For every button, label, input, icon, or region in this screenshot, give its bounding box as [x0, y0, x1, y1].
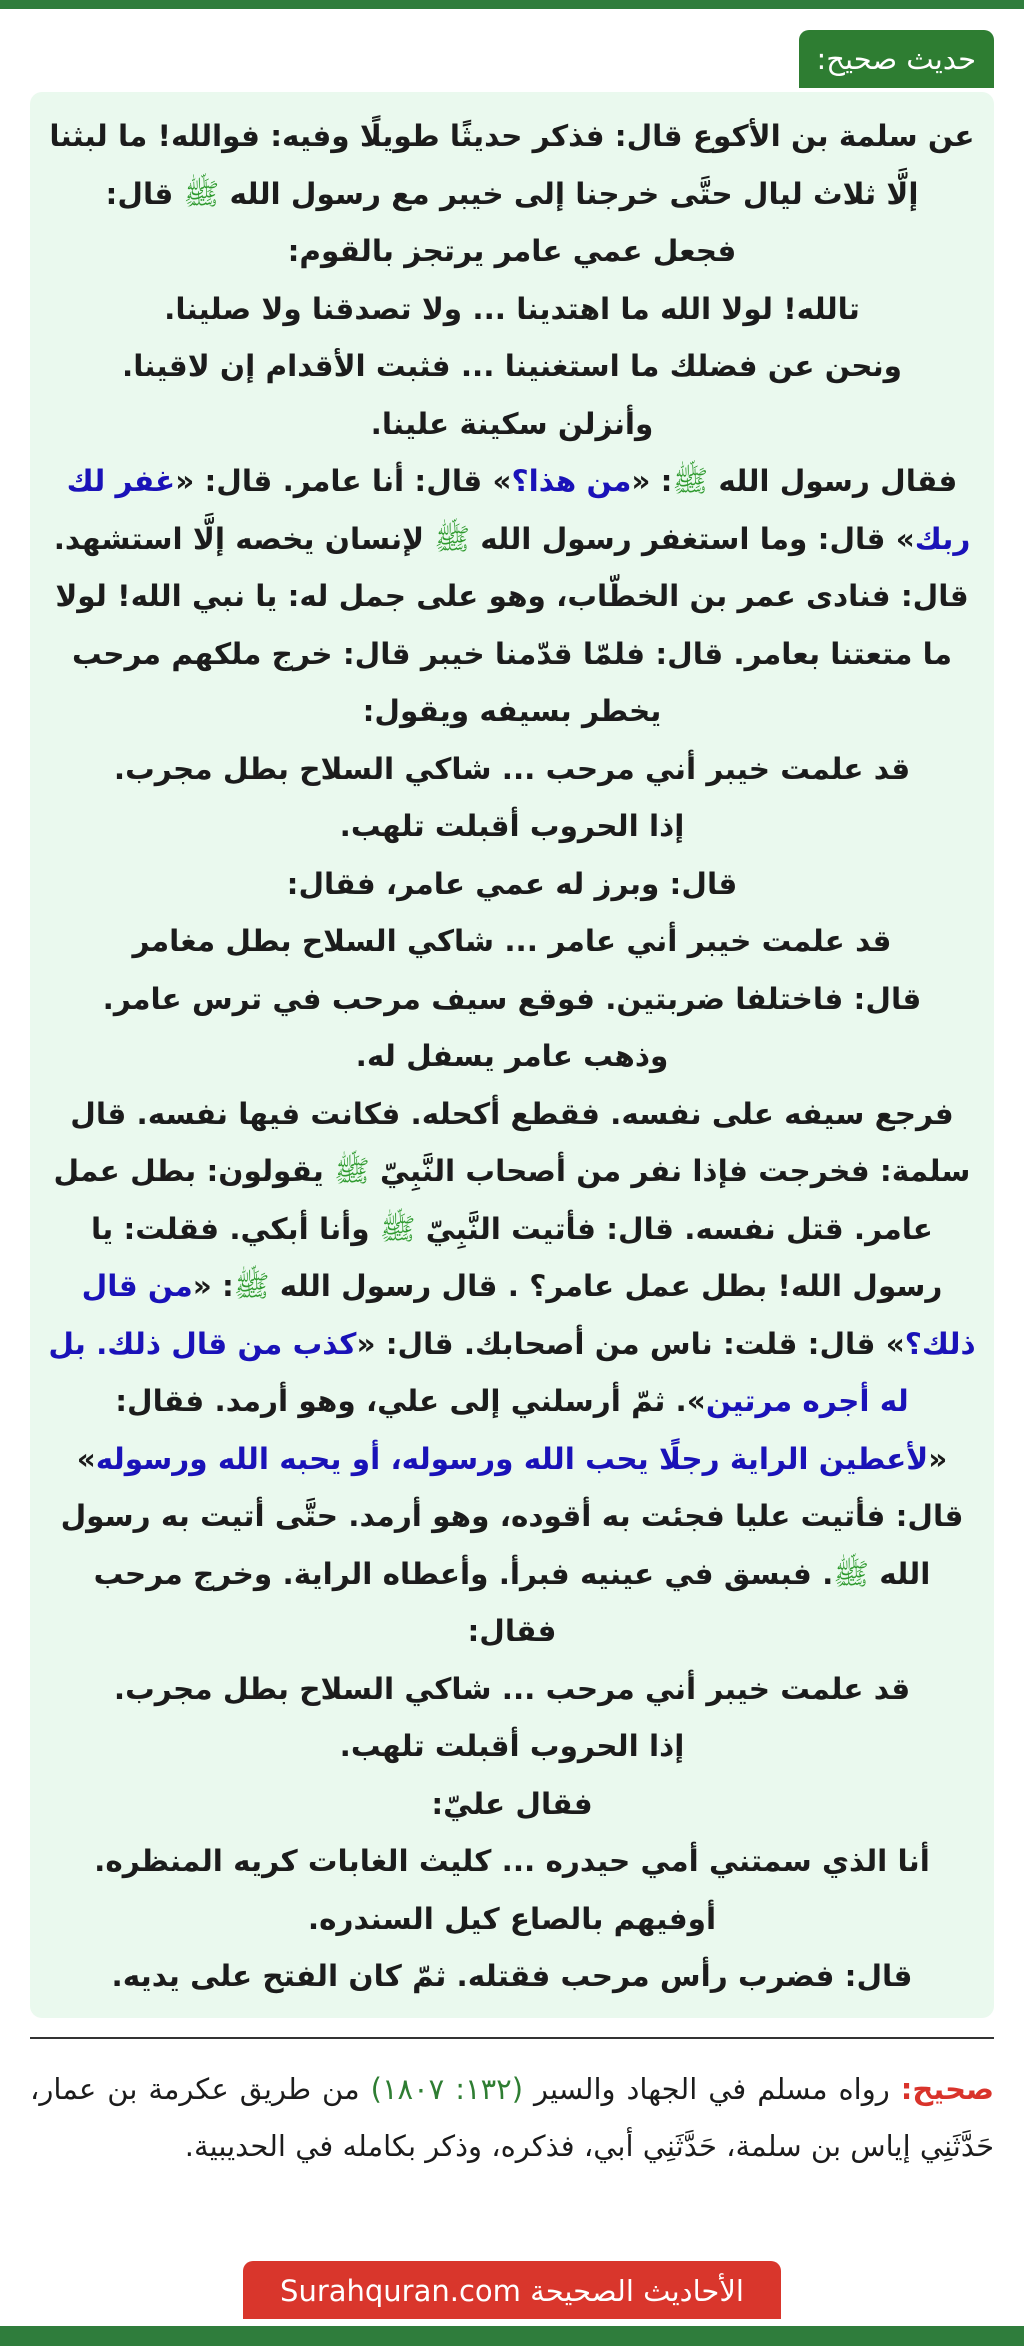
hadith-line: فقال عليّ:: [431, 1786, 593, 1821]
hadith-text-box: [30, 92, 994, 2018]
takhrij-text: رواه مسلم في الجهاد والسير: [523, 2072, 901, 2106]
site-badge[interactable]: الأحاديث الصحيحة Surahquran.com: [243, 2261, 781, 2319]
salawat-symbol: ﷺ: [434, 521, 471, 556]
text-segment: ». ثمّ أرسلني إلى علي، وهو أرمد. فقال: «: [115, 1384, 948, 1476]
prophet-quote: كذب من قال ذلك. بل له أجره مرتين: [48, 1326, 909, 1418]
salawat-symbol: ﷺ: [183, 176, 220, 211]
text-segment: » قال: وما استغفر رسول الله: [480, 521, 915, 556]
salawat-symbol: ﷺ: [672, 464, 709, 498]
text-segment: فقال رسول الله: [718, 464, 958, 498]
text-segment: قال:: [105, 176, 184, 211]
poem-verse: إذا الحروب أقبلت تلهب.: [339, 1729, 685, 1763]
grade-label: صحيح:: [900, 2072, 994, 2106]
text-segment: يقولون: بطل عمل عامر. قتل نفسه. قال: فأتيت النَّبِيّ: [53, 1154, 933, 1246]
text-segment: وأنا أبكي. فقلت: يا رسول الله! بطل عمل عامر؟ . قال رسول الله: [91, 1211, 943, 1303]
prophet-quote: لأعطين الراية رجلًا يحب الله ورسوله، أو يحبه الله ورسوله: [95, 1441, 929, 1476]
salawat-symbol: ﷺ: [379, 1211, 416, 1246]
text-segment: : «: [631, 464, 673, 498]
poem-verse: تالله! لولا الله ما اهتدينا ... ولا تصدقنا ولا صلينا.: [164, 291, 860, 326]
text-segment: قال: فأتيت عليا فجئت به أقوده، وهو أرمد. حتَّى أتيت به رسول الله: [60, 1499, 964, 1591]
text-segment: » قال: قلت: ناس من أصحابك. قال: «: [356, 1326, 905, 1361]
poem-verse: قد علمت خيبر أني مرحب ... شاكي السلاح بطل مجرب.: [113, 751, 911, 786]
text-segment: » قال: أنا عامر. قال: «: [175, 464, 512, 498]
prophet-quote: من هذا؟: [511, 464, 632, 498]
hadith-paragraph: [48, 1086, 976, 1489]
text-segment: »: [76, 1441, 96, 1476]
text-segment: : «: [192, 1269, 234, 1303]
hadith-line: فجعل عمي عامر يرتجز بالقوم:: [287, 234, 737, 268]
poem-verse: وأنزلن سكينة علينا.: [370, 406, 654, 441]
hadith-line: وذهب عامر يسفل له.: [355, 1039, 669, 1073]
hadith-reference: (١٣٢: ١٨٠٧): [370, 2072, 524, 2106]
divider: [30, 2037, 994, 2039]
hadith-label: حديث صحيح:: [799, 30, 995, 88]
poem-verse: ونحن عن فضلك ما استغنينا ... فثبت الأقدام إن لاقينا.: [122, 349, 902, 383]
prophet-quote: غفر لك ربك: [66, 464, 971, 556]
prophet-quote: من قال ذلك؟: [81, 1269, 976, 1361]
salawat-symbol: ﷺ: [233, 1269, 270, 1303]
text-segment: لإنسان يخصه إلَّا استشهد. قال: فنادى عمر بن الخطّاب، وهو على جمل له: يا نبي الله! لولا ما متعتنا بعامر. قال: فلمّا قدّمنا خيبر قال: خرج ملكهم مرحب يخطر بسيفه ويقول:: [53, 521, 969, 728]
text-segment: فرجع سيفه على نفسه. فقطع أكحله. فكانت فيها نفسه. قال سلمة: فخرجت فإذا نفر من أصحاب النَّبِيّ: [70, 1096, 971, 1188]
text-segment: . فبسق في عينيه فبرأ. وأعطاه الراية. وخرج مرحب فقال:: [93, 1556, 834, 1648]
poem-verse: قد علمت خيبر أني عامر ... شاكي السلاح بطل مغامر: [132, 924, 892, 958]
takhrij-text: من طريق عكرمة بن عمار، حَدَّثَنِي إياس بن سلمة، حَدَّثَنِي أبي، فذكره، وذكر بكامله في الحديبية.: [30, 2072, 994, 2163]
hadith-line: قال: وبرز له عمي عامر، فقال:: [286, 866, 738, 901]
poem-verse: أوفيهم بالصاع كيل السندره.: [307, 1901, 717, 1936]
bottom-bar: [0, 2326, 1024, 2346]
hadith-paragraph: [48, 108, 976, 223]
salawat-symbol: ﷺ: [833, 1556, 869, 1591]
salawat-symbol: ﷺ: [334, 1154, 370, 1188]
poem-verse: أنا الذي سمتني أمي حيدره ... كليث الغابات كريه المنظره.: [94, 1844, 930, 1878]
text-segment: عن سلمة بن الأكوع قال: فذكر حديثًا طويلًا وفيه: فوالله! ما لبثنا إلَّا ثلاث ليال حتَّى خرجنا إلى خيبر مع رسول الله: [49, 119, 975, 211]
poem-verse: إذا الحروب أقبلت تلهب.: [339, 809, 685, 843]
top-bar: [0, 0, 1024, 9]
hadith-paragraph: [48, 453, 976, 741]
takhrij-note: [30, 2061, 994, 2175]
hadith-line: قال: فضرب رأس مرحب فقتله. ثمّ كان الفتح على يديه.: [111, 1959, 913, 1993]
poem-verse: قد علمت خيبر أني مرحب ... شاكي السلاح بطل مجرب.: [113, 1671, 911, 1706]
hadith-line: قال: فاختلفا ضربتين. فوقع سيف مرحب في ترس عامر.: [102, 981, 922, 1016]
hadith-paragraph: [48, 1488, 976, 1661]
